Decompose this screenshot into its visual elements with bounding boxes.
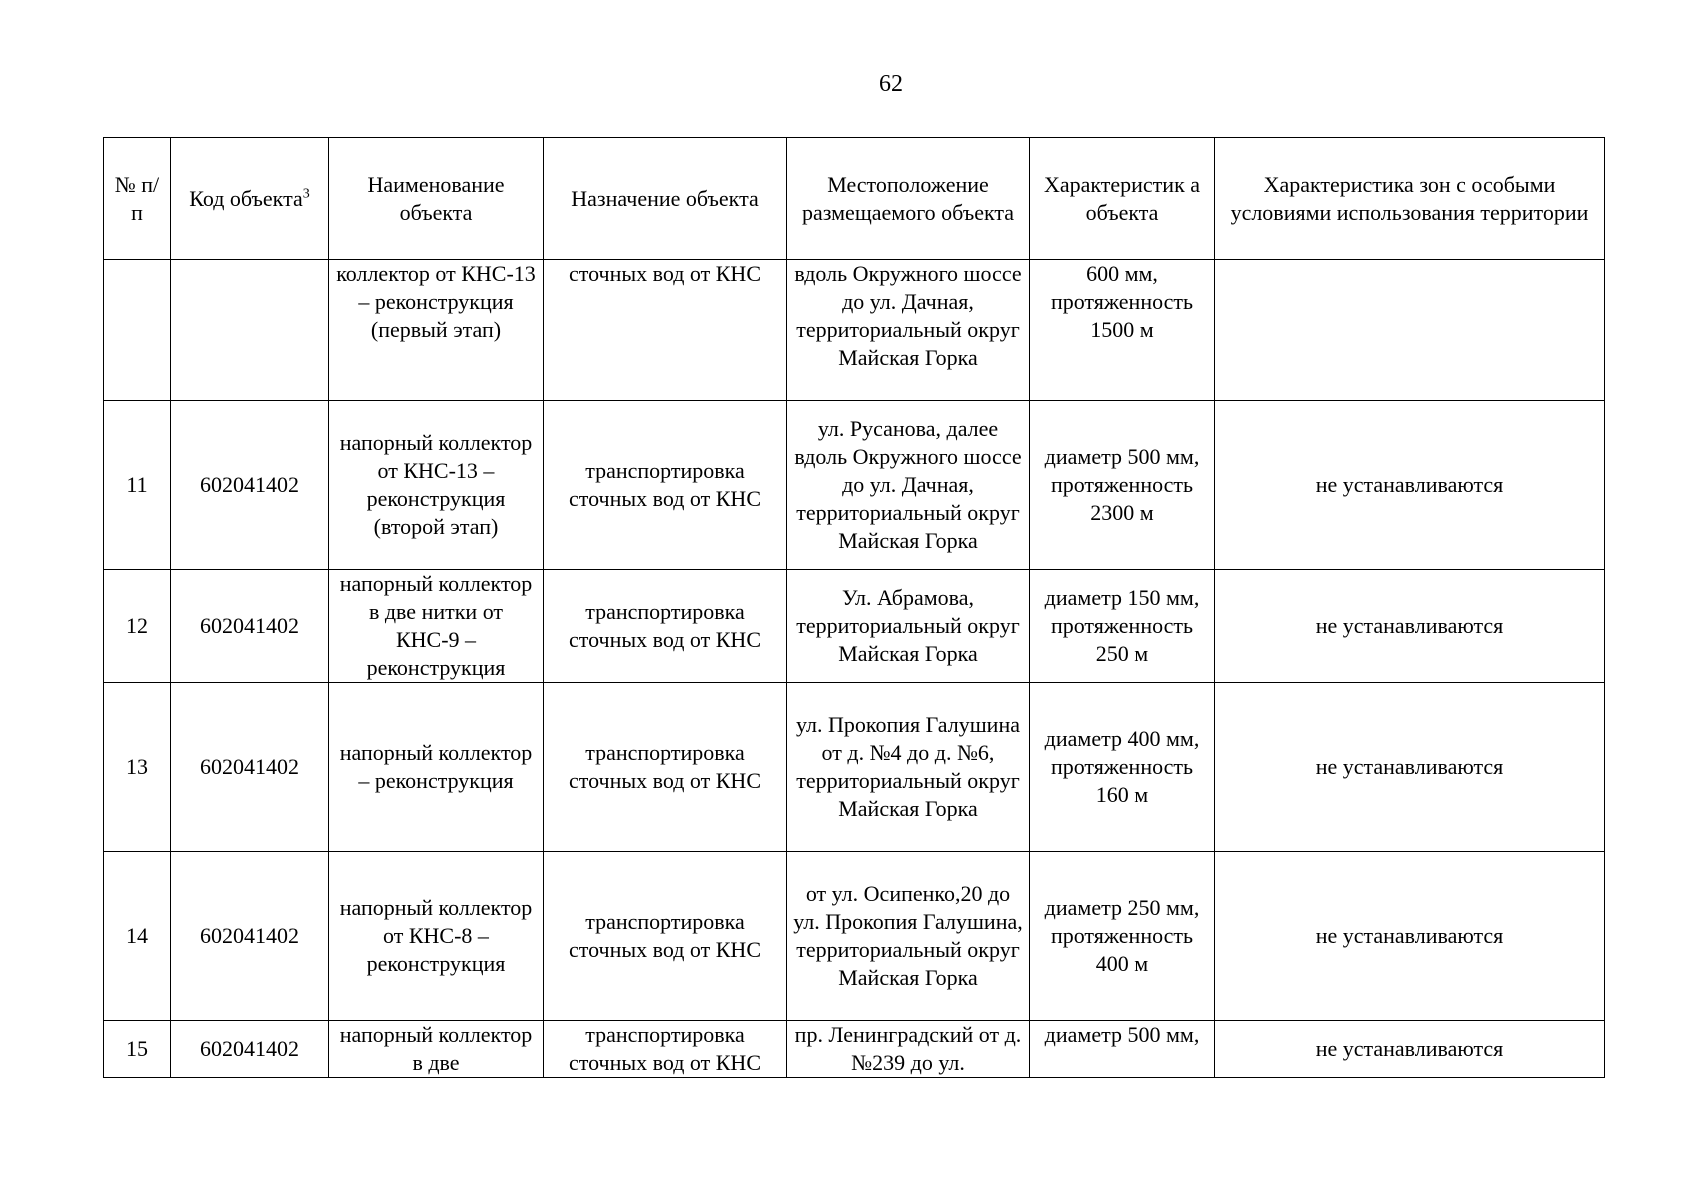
cell-characteristics: диаметр 400 мм, протяженность 160 м	[1030, 683, 1215, 852]
cell-purpose: транспортировка сточных вод от КНС	[544, 683, 787, 852]
header-code: Код объекта$^3$	[171, 138, 329, 260]
table-row	[104, 570, 1605, 683]
cell-name: коллектор от КНС-13 – реконструкция (первый этап)	[329, 260, 544, 401]
cell-characteristics	[1030, 1021, 1215, 1078]
objects-table	[103, 137, 1605, 1078]
cell-location: ул. Русанова, далее вдоль Окружного шоссе до ул. Дачная, территориальный округ Майская Горка	[787, 401, 1030, 570]
cell-characteristics-text: диаметр 500 мм,	[1044, 1022, 1200, 1047]
header-purpose: Назначение объекта	[544, 138, 787, 260]
cell-code	[171, 260, 329, 401]
cell-location: Ул. Абрамова, территориальный округ Майская Горка	[787, 570, 1030, 683]
cell-name: напорный коллектор от КНС-13 – реконструкция (второй этап)	[329, 401, 544, 570]
cell-purpose: транспортировка сточных вод от КНС	[544, 852, 787, 1021]
cell-number: 15	[104, 1021, 171, 1078]
cell-number: 14	[104, 852, 171, 1021]
header-characteristics: Характеристик а объекта	[1030, 138, 1215, 260]
header-zones: Характеристика зон с особыми условиями использования территории	[1215, 138, 1605, 260]
cell-zones: не устанавливаются	[1215, 401, 1605, 570]
table-row	[104, 1021, 1605, 1078]
cell-purpose-text: транспортировка сточных вод от КНС	[569, 1022, 761, 1075]
header-location: Местоположение размещаемого объекта	[787, 138, 1030, 260]
page-number: 62	[879, 71, 903, 97]
cell-location: от ул. Осипенко,20 до ул. Прокопия Галушина, территориальный округ Майская Горка	[787, 852, 1030, 1021]
cell-characteristics: диаметр 250 мм, протяженность 400 м	[1030, 852, 1215, 1021]
table-header-row	[104, 138, 1605, 260]
table-row	[104, 683, 1605, 852]
cell-zones: не устанавливаются	[1215, 570, 1605, 683]
cell-number	[104, 260, 171, 401]
cell-characteristics: диаметр 500 мм, протяженность 2300 м	[1030, 401, 1215, 570]
cell-location	[787, 1021, 1030, 1078]
cell-number: 12	[104, 570, 171, 683]
cell-code: 602041402	[171, 401, 329, 570]
table-row	[104, 852, 1605, 1021]
cell-location: вдоль Окружного шоссе до ул. Дачная, территориальный округ Майская Горка	[787, 260, 1030, 401]
cell-characteristics: диаметр 150 мм, протяженность 250 м	[1030, 570, 1215, 683]
header-number: № п/п	[104, 138, 171, 260]
cell-code: 602041402	[171, 852, 329, 1021]
cell-name: напорный коллектор в две нитки от КНС-9 – реконструкция	[329, 570, 544, 683]
cell-purpose: транспортировка сточных вод от КНС	[544, 401, 787, 570]
cell-code: 602041402	[171, 683, 329, 852]
cell-zones: не устанавливаются	[1215, 852, 1605, 1021]
table-row	[104, 401, 1605, 570]
cell-location: ул. Прокопия Галушина от д. №4 до д. №6, территориальный округ Майская Горка	[787, 683, 1030, 852]
cell-zones: не устанавливаются	[1215, 683, 1605, 852]
cell-purpose	[544, 1021, 787, 1078]
cell-name-text: напорный коллектор в две	[339, 1022, 533, 1075]
cell-characteristics: 600 мм, протяженность 1500 м	[1030, 260, 1215, 401]
code-footnote-mark: 3	[302, 186, 310, 202]
cell-location-text: пр. Ленинградский от д.№239 до ул.	[794, 1022, 1022, 1075]
cell-zones	[1215, 260, 1605, 401]
cell-purpose: сточных вод от КНС	[544, 260, 787, 401]
cell-code: 602041402	[171, 570, 329, 683]
cell-name	[329, 1021, 544, 1078]
header-name: Наименование объекта	[329, 138, 544, 260]
cell-name: напорный коллектор от КНС-8 – реконструкция	[329, 852, 544, 1021]
cell-number: 11	[104, 401, 171, 570]
cell-code: 602041402	[171, 1021, 329, 1078]
table-row	[104, 260, 1605, 401]
cell-number: 13	[104, 683, 171, 852]
cell-name: напорный коллектор – реконструкция	[329, 683, 544, 852]
cell-purpose: транспортировка сточных вод от КНС	[544, 570, 787, 683]
cell-zones: не устанавливаются	[1215, 1021, 1605, 1078]
